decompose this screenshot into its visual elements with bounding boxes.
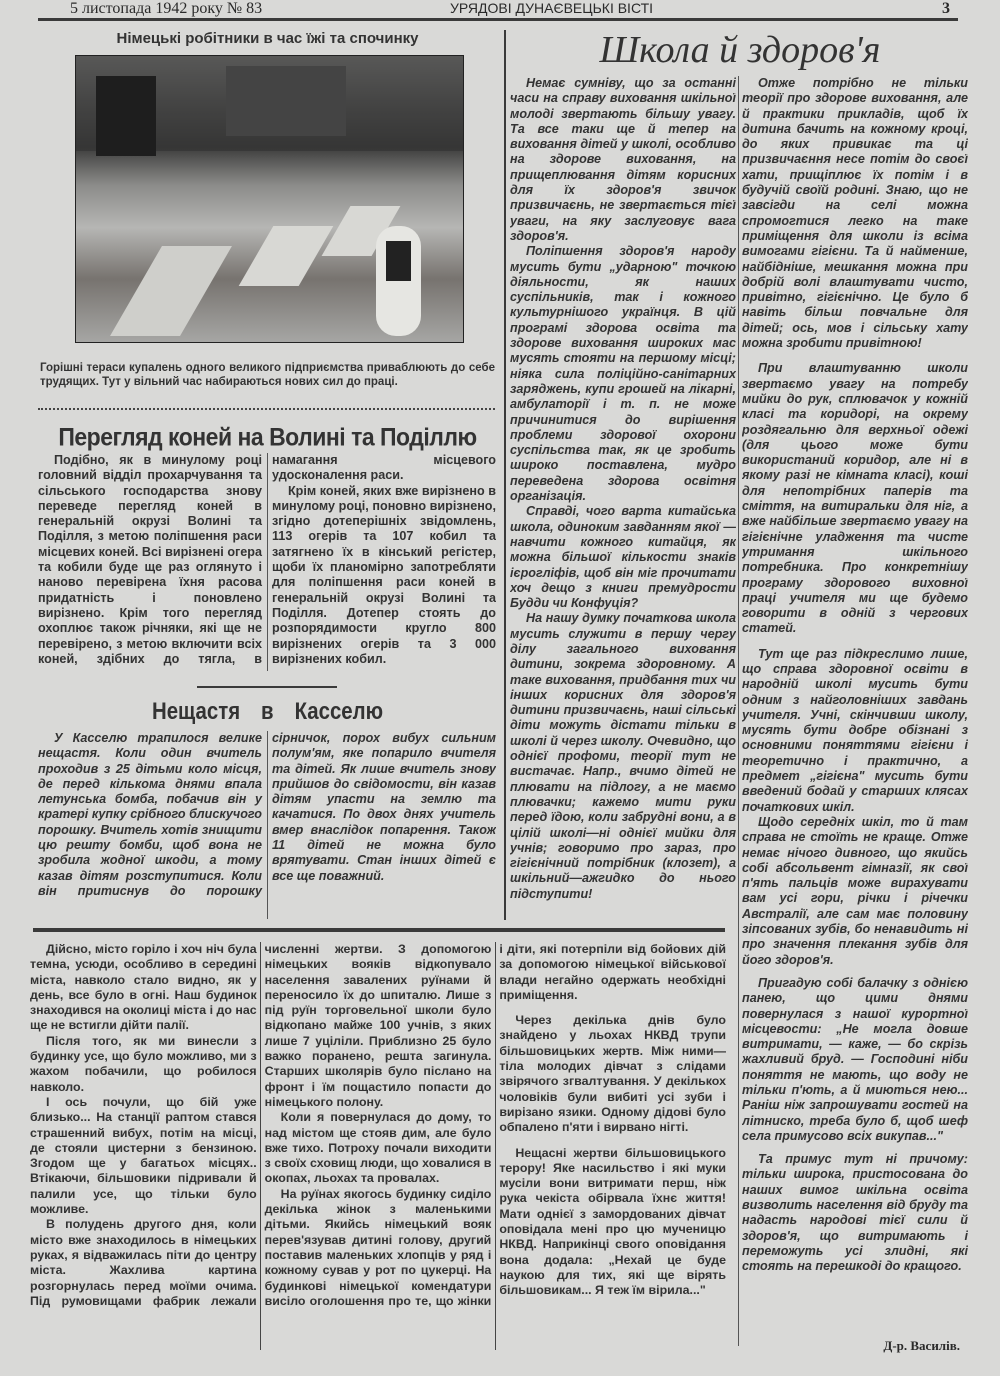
bottom-paragraph: Нещасні жертви більшовицького терору! Яке насильство і які муки мусіли вони витримати перш, ніж рука чекіста обірвала їхнє життя! Мати однієї з замордованих дівчат оповідала мені про цю мученицю НКВД. Наприкінці свого оповідання вона додала: „Нехай це буде наукою для тих, які ще вірять більшовикам... Я теж їм вірила..."	[499, 1145, 726, 1298]
bottom-paragraph: Коли я повернулася до дому, то над містом ще стояв дим, але було вже тихо. Потроху почали виходити з своїх сховищ люди, що ховалися в окопах, льохах та провалах.	[264, 1110, 492, 1186]
school-paragraph: Отже потрібно не тільки теорії про здорове виховання, але й практики прикладів, щоб їх дитина бачить на кожному кроці, до яких привикає та ці призвичаєння несе потім до своєї хати, прищіплює їх потім і в будучій своїй родині. Знаю, що не завсігди на селі можна спромогтися легко на таке приміщення для школи із всіма вимогами гігієни. Та й найменше, найбідніше, мешкання можна при добрій волі влаштувати чисто, привітно, гігієнічно. Це було б навіть більш повчальне для дітей; ось, мов і сільську хату можна зробити привітною!	[742, 76, 968, 351]
bottom-paragraph: Дійсно, місто горіло і хоч ніч була темна, усюди, особливо в середині міста, навколо стало видно, як у день, все було в огні. Наш будинок знаходився на околиці міста і до нас ще не встигли дійти палії.	[30, 942, 257, 1033]
newspaper-name: УРЯДОВІ ДУНАЄВЕЦЬКІ ВІСТІ	[450, 0, 654, 16]
school-paragraph: Та примус тут ні причому: тільки широка, пристосована до наших вимог шкільна освіта визволить населення від бруду та надасть народові тієї сили й здоров'я, що витримають і переможуть усі злидні, які стоять на перешкоді до кращого.	[742, 1152, 968, 1274]
school-paragraph: Справді, чого варта китайська школа, одиноким завданням якої — навчити кожного китайця, як можна більшої кількости знаків ієрогліфів, щоб він міг прочитати хоч дещо з книги премудрости Будди чи Конфуція?	[510, 504, 736, 611]
photo-caption: Горішні тераси купалень одного великого підприємства приваблюють до себе трудящих. Тут у вільний час набираються нових сил до праці.	[40, 362, 495, 388]
author-signature: Д-р. Василів.	[883, 1338, 960, 1353]
bottom-section-rule	[33, 928, 725, 932]
school-column-2	[742, 76, 968, 1338]
school-paragraph: Тут ще раз підкреслимо лише, що справа здоровної освіти в народній школі мусить бути одним з найголовніших завдань учителя. Учні, скінчивши школу, мусять бути добре обізнані з основними поняттями гігієни і теоретично і практично, а предмет „гігієна" мусить бути введений бодай у старших клясах початкових шкіл.	[742, 646, 968, 814]
horses-paragraph: Подібно, як в минулому році головний відділ прохарчування та сільського господарства знову переведе перегляд коней в генеральній окрузі Волині та Поділля, з метою поліпшення раси місцевих коней. Всі вирізнені огера та кобили буде ще раз оглянуто і наново перевірена їхня расова придатність і поновлено вирізнено. Крім того перегляд охоплює також річняки, які ще не перевірено, з метою включити всіх коней, здібних до тягла, в намагання місцевого удосконалення раси.	[38, 453, 496, 666]
kassel-article-body	[38, 731, 496, 919]
section-divider	[38, 408, 495, 410]
horses-paragraph: Крім коней, яких вже вирізнено в минулому році, поновно вирізнено, згідно дотеперішніх звідомлень, 113 огерів та 107 кобил та затягнено їх в кінський регістер, щоби їх планомірно запотребляти для поліпшення раси коней в генеральній окрузі Волині та Поділля. Дотепер стоять до розпорядимости кругло 800 вирізнених огерів та 3 000 вирізнених кобил.	[272, 483, 496, 666]
column-rule	[738, 76, 739, 1346]
masthead-rule	[38, 18, 958, 21]
photo-section-title: Німецькі робітники в час їжі та спочинку	[116, 30, 419, 47]
issue-date: 5 листопада 1942 року № 83	[70, 0, 263, 17]
school-paragraph: На нашу думку початкова школа мусить служити в першу чергу ділу загального виховання дитини, зокрема здоровному. А таке виховання, придбання тих чи інших корисних для здоров'я дитини призвичаєнь, наші сільські діти можуть дістати тільки в школі й через школу. Очевидно, що однієї профоми, теорії тут не вистачає. Напр., вчимо дітей не плювати на підлогу, а не маємо плювачки; кажемо мити руки перед їдою, коли забрудні вони, а в цілій школі—ні однієї мийки для учнів; говоримо про зараз, про гігієнічний потрібник (клозет), а шкільний—ажгидко до нього підступити!	[510, 611, 736, 901]
school-column-1	[510, 76, 736, 924]
bottom-paragraph: Через декілька днів було знайдено у льохах НКВД трупи більшовицьких жертв. Між ними—тіла молодих дівчат з слідами звірячого згвалтування. У декількох чоловіків були вибиті усі зуби і вирізано язики. Одному дідові було обпалено п'яти і вирвано нігті.	[499, 1013, 726, 1135]
masthead	[70, 0, 970, 18]
page-number: 3	[942, 0, 950, 17]
short-divider	[197, 686, 337, 688]
bottom-article-body	[30, 942, 726, 1350]
bottom-paragraph: І ось почули, що бій уже близько... На станції раптом стався страшенний вибух, потім на місці, де стояли цистерни з бензиною. Згодом ще у багатьох місцях.. Втікаючи, більшовики підривали й палили усе, що тільки було можливе.	[30, 1094, 257, 1217]
photo-workers-sunbathing	[75, 55, 464, 343]
horses-article-body	[38, 453, 496, 671]
horses-headline: Перегляд коней на Волині та Поділлю	[58, 422, 477, 452]
bottom-paragraph: В полудень другого дня, коли місто вже знаходилось в німецьких руках, я відважилась піти до центру міста. Жахлива картина розгорнулась перед моїми очима. Під румовищами фабрик лежали численні жертви. З допомогою німецьких вояків відкопувало населення завалених руїнами й переносило їх до шпиталю. Лише з під руїн торговельної школи було відкопано майже 100 учнів, з яких лише 7 уціліли. Приблизно 25 було важко поранено, решта загинула. Старших школярів було післано на фронт і їм пощастило попасти до німецького полону.	[30, 942, 492, 1308]
kassel-headline: Нещастя в Касселю	[151, 698, 384, 725]
school-paragraph: Щодо середніх шкіл, то й там справа не стоїть не краще. Отже немає нічого дивного, що якийсь собі абсольвент гімназії, як свої п'ять пальців може вирахувати вам усі гори, річки і річечки Австралії, але сам має половину зіпсованих зубів, бо ненавидить ні про значення плекання зубів для його здоров'я.	[742, 814, 968, 967]
school-headline: Школа й здоров'я	[599, 29, 881, 71]
bottom-paragraph: На руїнах якогось будинку сиділо декілька жінок з маленькими дітьми. Якийсь німецький вояк перев'язував дитині голову, другий поставив маленьких хлопців у ряд і кожному сував у рот по цукерці. На будинкові німецької комендатури висіло оголошення про те, що жінки і діти, які потерпіли від бойових дій за допомогою німецької військової влади негайно одержать необхідні приміщення.	[264, 942, 726, 1308]
bottom-paragraph: Після того, як ми винесли з будинку усе, що було можливо, ми з жахом побачили, що робилося навколо.	[30, 1033, 257, 1094]
school-paragraph: При влаштуванню школи звертаємо увагу на потребу мийки до рук, сплювачок у кожній класі та коридорі, на окрему роздягальню для верхньої одежі (для цього може бути використаний коридор, але ні в якому разі не кімната класі), коші для непотрібних паперів та сміття, на витиральки для ніг, а вже найбільше звертаємо увагу на гігієнічне уладження та чисте утримання шкільного потребника. Про конкретнішу програму здорового виховної праці учителя ми ще будемо говорити в одній з чергових статей.	[742, 361, 968, 636]
kassel-paragraph: У Касселю трапилося велике нещастя. Коли один вчитель проходив з 25 дітьми коло місця, де перед кількома днями впала летунська бомба, побачив він у кратері купку срібного блискучого порошку. Вчитель хотів знищити цю решту бомби, щоб вона не зробила жодної шкоди, а тому казав дітям розступитися. Коли він притиснув до порошку сірничок, порох вибух сильним полум'ям, яке попарило вчителя та дітей. Як лише вчитель знову прийшов до свідомости, він казав дітям упасти на землю та качатися. По двох днях учитель вмер внаслідок попарення. Також 11 дітей не можна було врятувати. Стан інших дітей є все ще поважний.	[38, 731, 496, 898]
column-rule	[504, 30, 506, 920]
school-paragraph: Немає сумніву, що за останні часи на справу виховання шкільної молоді звертають більшу увагу. Та все таки ще й тепер на виховання дітей у школі, особливо на здорове виховання, на прищеплювання дітям корисних для їх здоров'я звичок призвичаєнь, не звертається тієї уваги, на яку заслуговує вага здоров'я.	[510, 76, 736, 243]
school-paragraph: Поліпшення здоров'я народу мусить бути „ударною" точкою діяльности, як наших суспільників, так і кожного культурнішого українця. В цій програмі здорова освіта та здорове виховання широких мас мусять стояти на першому місці; ніяка сила поліційно-санітарних заряджень, купи грошей на лікарні, амбулаторії і т. п. не може причинитися до вирішення проблеми здорової охорони суспільства так, як це зробить широко поставлена, мудро переведена здорова освітня організація.	[510, 244, 736, 504]
school-paragraph: Пригадую собі балачку з однією панею, що цими днями повернулася з нашої курортної місцевости: „Не могла довше витримати, — каже, — бо скрізь жахливий бруд. — Господині ніби поняття не мають, що воду не тільки п'ють, а й миються нею... Раніш ніж запрошувати гостей на літниско, треба було б, щоб шеф села примусово всіх викупав..."	[742, 975, 968, 1143]
